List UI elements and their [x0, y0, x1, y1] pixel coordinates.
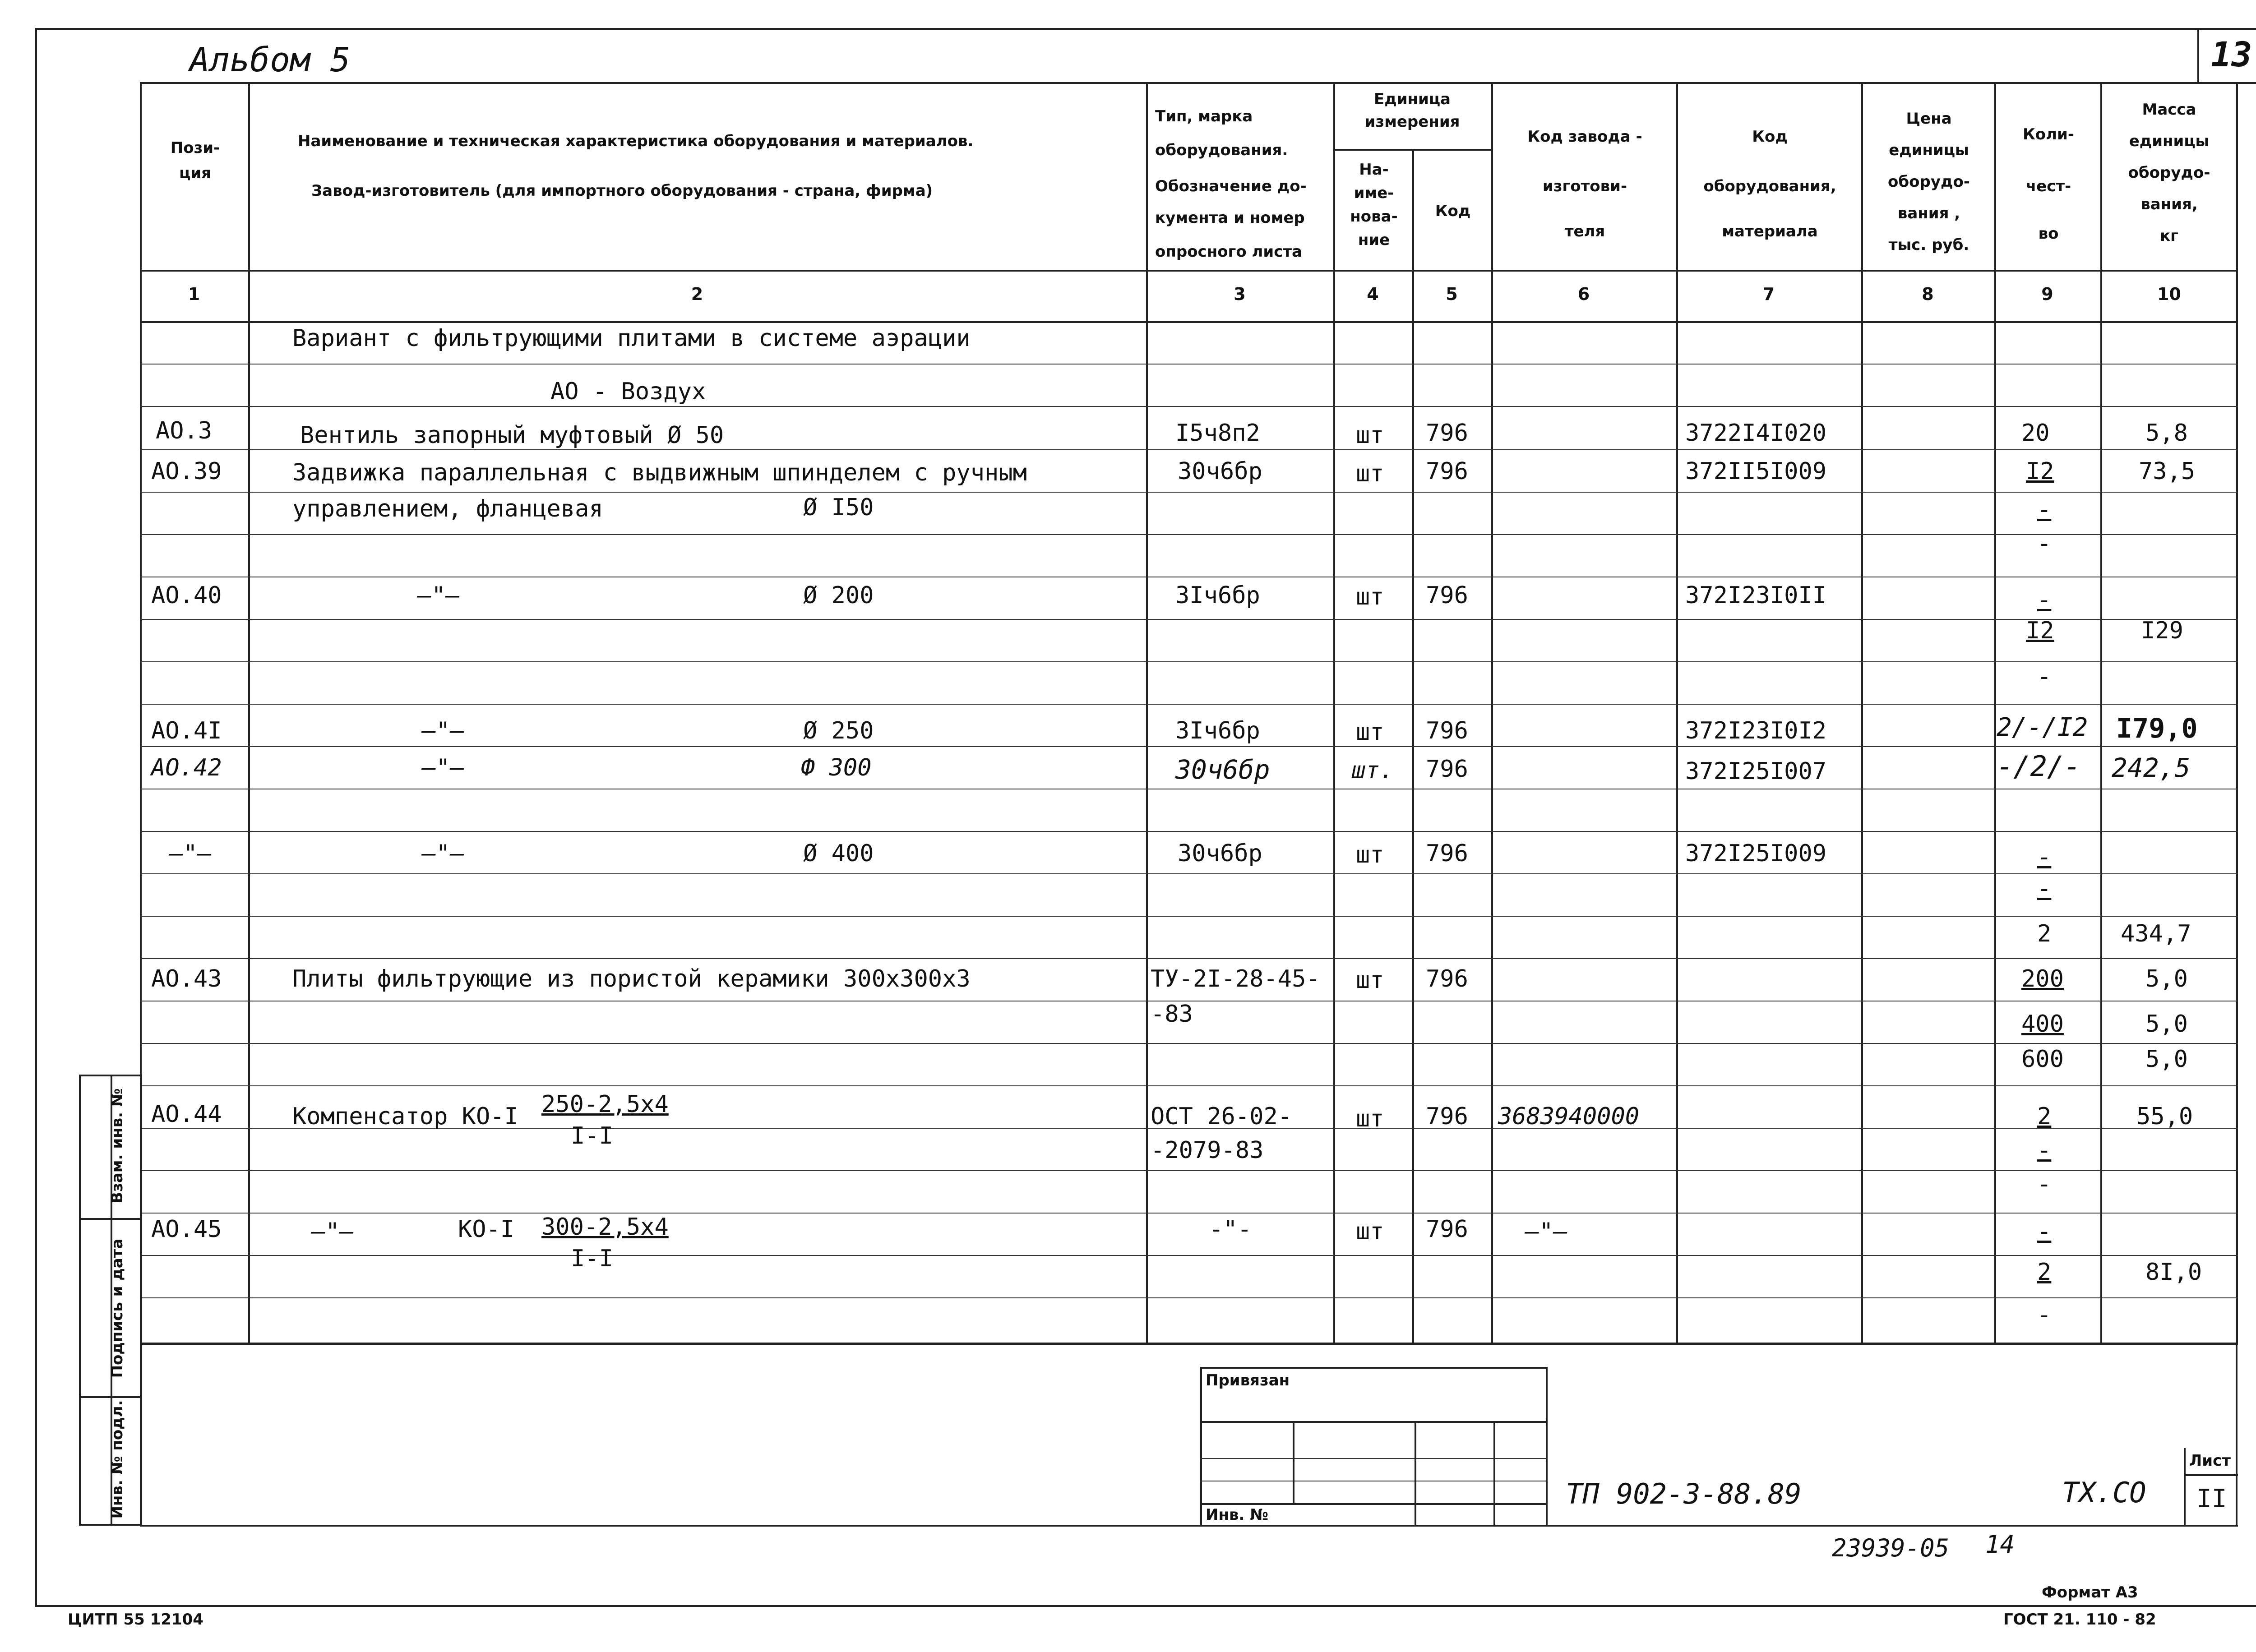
row-unit: шт	[1356, 967, 1384, 994]
row-name: Плиты фильтрующие из пористой керамики 300х300х3	[292, 965, 971, 992]
header-qty-3: во	[2038, 225, 2059, 243]
stamp-inv-no: Инв. №	[1206, 1506, 1269, 1524]
row-pos: АО.4I	[151, 717, 222, 744]
row-mass-3: 434,7	[2121, 920, 2191, 947]
row-unit: шт	[1356, 460, 1384, 487]
row-mass-2: 5,0	[2145, 1011, 2188, 1038]
stamp-privyazan: Привязан	[1206, 1371, 1290, 1389]
row-type: I5ч8п2	[1175, 420, 1260, 447]
row-maker: 3683940000	[1498, 1103, 1640, 1130]
header-mass-2: единицы	[2129, 132, 2210, 150]
col-num-9: 9	[2041, 284, 2053, 304]
row-qty: 200	[2021, 965, 2064, 992]
row-mass: 5,8	[2145, 420, 2188, 447]
stamp-sheet-no: II	[2196, 1484, 2227, 1514]
header-unit: Единица измерения	[1364, 90, 1460, 131]
row-mass-2: 8I,0	[2145, 1259, 2202, 1286]
header-type-3: Обозначение до-	[1155, 177, 1307, 195]
row-type: 30ч6бр	[1178, 458, 1262, 485]
format-label: Формат А3	[2042, 1583, 2138, 1601]
row-qty: I2	[2026, 458, 2054, 485]
col-num-6: 6	[1577, 284, 1590, 304]
row-qty-2: -	[2037, 496, 2052, 523]
row-name: Вентиль запорный муфтовый Ø 50	[300, 422, 724, 449]
row-mass: 242,5	[2112, 752, 2191, 783]
header-type-1: Тип, марка	[1155, 107, 1253, 125]
row-qty-3: -	[2037, 1301, 2052, 1329]
row-mass: I79,0	[2116, 713, 2198, 744]
row-pos: АО.39	[151, 458, 222, 485]
gost-label: ГОСТ 21. 110 - 82	[2003, 1610, 2156, 1629]
album-label: Альбом 5	[190, 41, 351, 79]
row-qty-3: -	[2037, 663, 2052, 690]
row-type: 30ч6бр	[1178, 840, 1262, 867]
header-unit-name: На- име- нова- ние	[1350, 161, 1398, 249]
row-pos: АО.43	[151, 965, 222, 992]
row-name-cont: управлением, фланцевая	[292, 495, 603, 522]
row-code: 796	[1426, 840, 1468, 867]
row-qty: -/2/-	[1997, 750, 2081, 783]
col-num-7: 7	[1762, 284, 1775, 304]
archive-number: 23939-05	[1832, 1534, 1950, 1562]
stamp-privyazan-box	[1200, 1367, 1548, 1527]
row-name: КО-I	[458, 1216, 515, 1243]
header-price-3: оборудо-	[1888, 173, 1970, 191]
row-pos: —"—	[169, 840, 212, 867]
row-qty: 2/-/I2	[1997, 713, 2088, 742]
row-code: 796	[1426, 458, 1468, 485]
header-maker-1: Код завода -	[1527, 128, 1642, 146]
row-type: ОСТ 26-02-	[1151, 1103, 1292, 1130]
row-dia: Ø 250	[803, 717, 874, 744]
page-number: 13	[2211, 34, 2252, 74]
header-pos: Пози- ция	[170, 139, 220, 182]
section-title: Вариант с фильтрующими плитами в системе аэрации	[292, 325, 971, 352]
side-sign-date: Подпись и дата	[108, 1238, 126, 1378]
header-name-2: Завод-изготовитель (для импортного оборудования - страна, фирма)	[311, 182, 933, 200]
row-qty: 20	[2021, 420, 2050, 447]
row-maker: —"—	[1525, 1218, 1567, 1245]
stamp-doc-code: ТП 902-3-88.89	[1566, 1477, 1802, 1510]
row-frac-bot: I-I	[571, 1122, 613, 1149]
row-ditto: —"—	[417, 582, 460, 609]
row-pos: АО.3	[156, 417, 213, 444]
header-price-2: единицы	[1889, 141, 1969, 159]
col-num-5: 5	[1446, 284, 1458, 304]
col-num-10: 10	[2157, 284, 2181, 304]
row-mass: 5,0	[2145, 965, 2188, 992]
row-code: 796	[1426, 582, 1468, 609]
row-frac-top: 250-2,5х4	[541, 1091, 669, 1118]
header-maker-3: теля	[1564, 222, 1605, 240]
row-pos: АО.45	[151, 1216, 222, 1243]
header-unit-code: Код	[1435, 202, 1471, 220]
header-type-4: кумента и номер	[1155, 209, 1305, 227]
row-mass: I29	[2141, 617, 2183, 644]
row-code: 796	[1426, 717, 1468, 744]
header-price-5: тыс. руб.	[1888, 236, 1969, 254]
row-equip: 372II5I009	[1685, 458, 1827, 485]
col-num-4: 4	[1367, 284, 1379, 304]
header-type-2: оборудования.	[1155, 141, 1288, 159]
row-equip: 372I23I0II	[1685, 582, 1827, 609]
side-inv-orig: Инв. № подл.	[108, 1400, 126, 1519]
row-mass-3: 5,0	[2145, 1046, 2188, 1073]
row-qty-2: I2	[2026, 617, 2054, 644]
row-unit: шт	[1356, 719, 1384, 746]
row-name: Задвижка параллельная с выдвижным шпинделем с ручным	[292, 459, 1027, 486]
row-equip: 3722I4I020	[1685, 420, 1827, 447]
row-qty: -	[2037, 586, 2052, 614]
side-vzam: Взам. инв. №	[108, 1088, 126, 1204]
row-mass: 73,5	[2139, 458, 2196, 485]
row-unit: шт	[1356, 583, 1384, 610]
row-type: 30ч6бр	[1175, 754, 1270, 785]
row-ditto: —"—	[422, 754, 464, 781]
row-qty-3: 600	[2021, 1046, 2064, 1073]
row-qty: 2	[2037, 1103, 2052, 1130]
citp-label: ЦИТП 55 12104	[68, 1610, 203, 1629]
row-pos: АО.42	[151, 754, 222, 781]
row-unit: шт	[1356, 841, 1384, 868]
header-mass-4: вания,	[2140, 195, 2198, 213]
row-code: 796	[1426, 420, 1468, 447]
header-equip-3: материала	[1722, 222, 1818, 240]
archive-sheet: 14	[1985, 1530, 2015, 1559]
header-mass-1: Масса	[2142, 101, 2196, 119]
row-frac-bot: I-I	[571, 1245, 613, 1272]
row-code: 796	[1426, 965, 1468, 992]
row-dia: Ø I50	[803, 494, 874, 521]
row-qty-3: 2	[2037, 920, 2052, 947]
header-type-5: опросного листа	[1155, 243, 1303, 261]
header-price-4: вания ,	[1897, 204, 1960, 222]
row-unit: шт	[1356, 1105, 1384, 1132]
header-mass-5: кг	[2160, 227, 2178, 245]
header-maker-2: изготови-	[1542, 177, 1627, 195]
row-unit: шт	[1356, 422, 1384, 449]
row-equip: 372I25I009	[1685, 840, 1827, 867]
header-qty-1: Коли-	[2023, 125, 2074, 143]
row-dia: Ф 300	[801, 754, 872, 781]
row-ditto: —"—	[422, 840, 464, 867]
row-equip: 372I23I0I2	[1685, 717, 1827, 744]
row-dia: Ø 200	[803, 582, 874, 609]
stamp-sheet-label: Лист	[2189, 1452, 2231, 1470]
row-qty-2: -	[2037, 875, 2052, 902]
row-pos: АО.40	[151, 582, 222, 609]
header-equip-1: Код	[1752, 128, 1788, 146]
row-mass: 55,0	[2136, 1103, 2193, 1130]
row-qty-2: 2	[2037, 1259, 2052, 1286]
row-ditto: —"—	[311, 1218, 354, 1245]
section-subtitle: АО - Воздух	[550, 378, 706, 405]
col-num-3: 3	[1234, 284, 1246, 304]
row-name: Компенсатор КО-I	[292, 1103, 518, 1130]
row-qty-3: -	[2037, 530, 2052, 557]
col-num-8: 8	[1922, 284, 1934, 304]
row-frac-top: 300-2,5х4	[541, 1214, 669, 1241]
row-unit: шт.	[1351, 757, 1394, 784]
row-qty-2: -	[2037, 1137, 2052, 1164]
stamp-tx: ТХ.СО	[2062, 1476, 2146, 1509]
row-type-cont: -83	[1151, 1001, 1193, 1028]
row-qty: -	[2037, 1218, 2052, 1245]
row-equip: 372I25I007	[1685, 758, 1827, 785]
col-num-2: 2	[691, 284, 703, 304]
row-qty-2: 400	[2021, 1011, 2064, 1038]
row-type: ТУ-2I-28-45-	[1151, 965, 1320, 992]
row-type: 3Iч6бр	[1175, 717, 1260, 744]
row-type: -"-	[1209, 1216, 1252, 1243]
row-pos: АО.44	[151, 1101, 222, 1128]
row-unit: шт	[1356, 1218, 1384, 1245]
row-code: 796	[1426, 1216, 1468, 1243]
row-qty: -	[2037, 844, 2052, 871]
header-name-1: Наименование и техническая характеристика оборудования и материалов.	[298, 132, 974, 150]
row-code: 796	[1426, 756, 1468, 783]
row-qty-3: -	[2037, 1171, 2052, 1198]
header-equip-2: оборудования,	[1703, 177, 1836, 195]
header-price-1: Цена	[1906, 110, 1952, 128]
row-type-cont: -2079-83	[1151, 1137, 1264, 1164]
row-type: 3Iч6бр	[1175, 582, 1260, 609]
row-ditto: —"—	[422, 717, 464, 744]
row-dia: Ø 400	[803, 840, 874, 867]
row-code: 796	[1426, 1103, 1468, 1130]
header-qty-2: чест-	[2025, 177, 2071, 195]
header-mass-3: оборудо-	[2128, 164, 2210, 182]
col-num-1: 1	[188, 284, 200, 304]
